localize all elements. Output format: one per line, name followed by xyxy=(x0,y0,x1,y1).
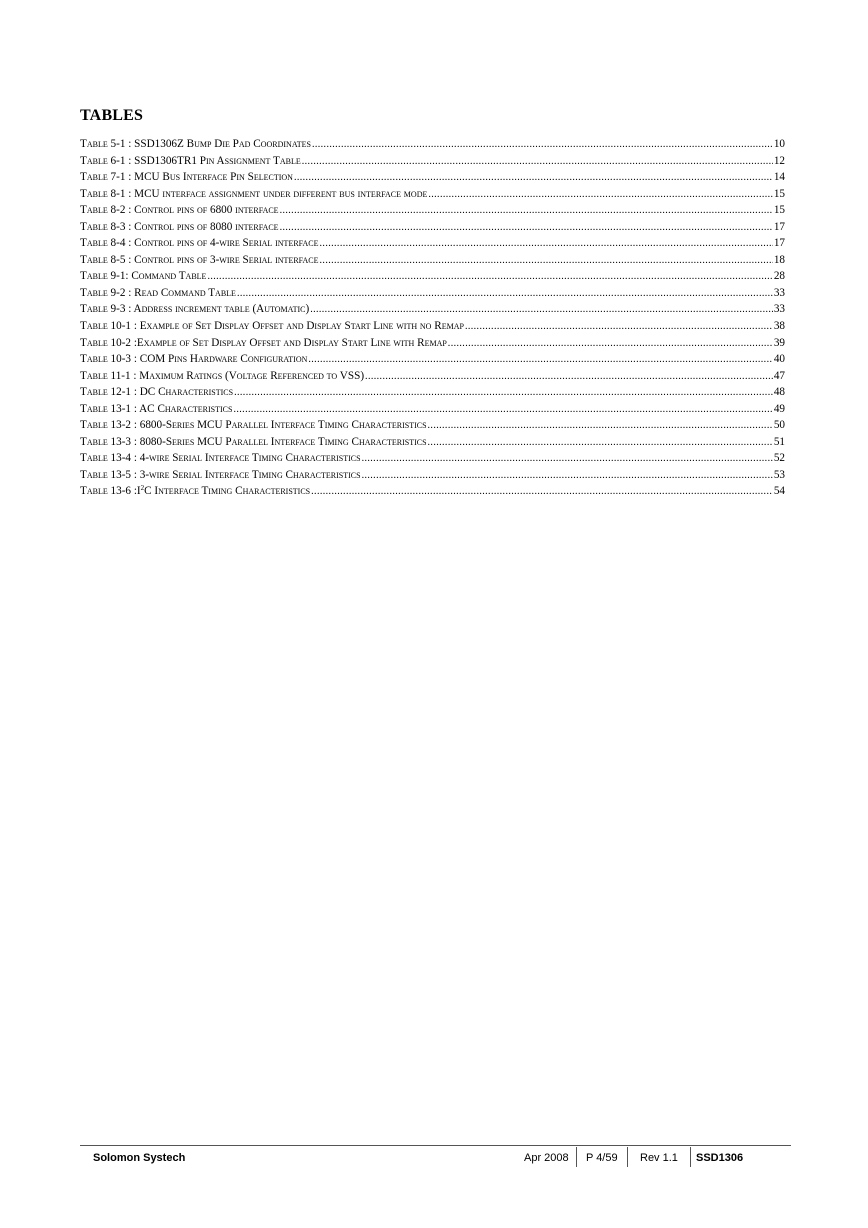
toc-entry-title: Table 8-1 : MCU interface assignment under different bus interface mode xyxy=(80,187,428,200)
toc-entry-title: Table 9-1: Command Table xyxy=(80,270,207,283)
toc-entry-title: Table 13-5 : 3-wire Serial Interface Timing Characteristics xyxy=(80,468,361,481)
toc-entry-page: 15 xyxy=(773,204,785,217)
footer-company: Solomon Systech xyxy=(93,1152,186,1164)
toc-entry-title: Table 11-1 : Maximum Ratings (Voltage Referenced to VSS) xyxy=(80,369,365,382)
toc-entry-title: Table 9-2 : Read Command Table xyxy=(80,286,236,299)
toc-entry[interactable] xyxy=(80,301,785,318)
toc-entry[interactable] xyxy=(80,202,785,219)
footer-divider xyxy=(80,1145,791,1146)
dot-leader xyxy=(312,136,773,154)
toc-entry-page: 18 xyxy=(773,253,785,266)
dot-leader xyxy=(362,450,773,468)
toc-entry[interactable] xyxy=(80,450,785,467)
dot-leader xyxy=(448,335,773,353)
toc-entry[interactable] xyxy=(80,235,785,252)
toc-entry-title-suffix: C Interface Timing Characteristics xyxy=(144,485,311,498)
toc-entry-title: Table 10-3 : COM Pins Hardware Configuration xyxy=(80,353,308,366)
toc-entry-page: 15 xyxy=(773,187,785,200)
toc-entry-page: 54 xyxy=(773,485,785,498)
toc-entry[interactable] xyxy=(80,186,785,203)
toc-entry-page: 40 xyxy=(773,353,785,366)
toc-entry-page: 47 xyxy=(773,369,785,382)
toc-entry-title: Table 13-3 : 8080-Series MCU Parallel Interface Timing Characteristics xyxy=(80,435,427,448)
footer-part-number: SSD1306 xyxy=(696,1152,744,1164)
toc-entry-page: 28 xyxy=(773,270,785,283)
dot-leader xyxy=(280,219,773,237)
toc-entry[interactable] xyxy=(80,335,785,352)
dot-leader xyxy=(428,186,772,204)
toc-entry[interactable] xyxy=(80,368,785,385)
toc-entry[interactable] xyxy=(80,219,785,236)
toc-entry-page: 53 xyxy=(773,468,785,481)
dot-leader xyxy=(310,301,773,319)
toc-entry-page: 52 xyxy=(773,452,785,465)
toc-entry-title: Table 5-1 : SSD1306Z Bump Die Pad Coordinates xyxy=(80,138,311,150)
toc-entry-title: Table 13-4 : 4-wire Serial Interface Timing Characteristics xyxy=(80,452,361,465)
toc-entry[interactable] xyxy=(80,434,785,451)
toc-entry-title xyxy=(80,483,310,500)
toc-entry-page: 49 xyxy=(773,402,785,415)
toc-entry[interactable] xyxy=(80,169,785,186)
dot-leader xyxy=(233,401,772,419)
toc-entry-page: 48 xyxy=(773,386,785,399)
footer-separator xyxy=(576,1147,577,1167)
footer-date: Apr 2008 xyxy=(524,1152,569,1164)
toc-entry[interactable] xyxy=(80,417,785,434)
toc-entry[interactable] xyxy=(80,153,785,170)
toc-entry-title: Table 8-2 : Control pins of 6800 interface xyxy=(80,204,279,217)
dot-leader xyxy=(465,318,773,336)
dot-leader xyxy=(308,351,772,369)
toc-entry-page: 17 xyxy=(773,220,785,233)
toc-entry[interactable] xyxy=(80,252,785,269)
toc-entry-title: Table 10-1 : Example of Set Display Offset and Display Start Line with no Remap xyxy=(80,320,464,333)
toc-entry[interactable] xyxy=(80,285,785,302)
toc-entry-page: 33 xyxy=(773,303,785,316)
toc-entry-page: 33 xyxy=(773,286,785,299)
footer-separator xyxy=(627,1147,628,1167)
toc-entry-page: 39 xyxy=(773,336,785,349)
footer-page-number: P 4/59 xyxy=(586,1152,618,1164)
toc-entry-title: Table 10-2 :Example of Set Display Offset and Display Start Line with Remap xyxy=(80,336,447,349)
toc-entry[interactable] xyxy=(80,318,785,335)
toc-entry[interactable] xyxy=(80,467,785,484)
dot-leader xyxy=(320,252,773,270)
dot-leader xyxy=(362,467,773,485)
toc-entry-title: Table 12-1 : DC Characteristics xyxy=(80,386,234,399)
toc-entry-title: Table 13-2 : 6800-Series MCU Parallel Interface Timing Characteristics xyxy=(80,419,427,432)
toc-entry-page: 38 xyxy=(773,320,785,333)
dot-leader xyxy=(302,153,773,171)
toc-entry-title: Table 7-1 : MCU Bus Interface Pin Selection xyxy=(80,171,293,184)
dot-leader xyxy=(237,285,773,303)
toc-entry-page: 50 xyxy=(773,419,785,432)
toc-entry-title: Table 6-1 : SSD1306TR1 Pin Assignment Table xyxy=(80,154,301,167)
toc-entry[interactable] xyxy=(80,401,785,418)
toc-entry-title: Table 8-5 : Control pins of 3-wire Serial interface xyxy=(80,253,319,266)
dot-leader xyxy=(207,268,772,286)
toc-entry-title: Table 8-3 : Control pins of 8080 interface xyxy=(80,220,279,233)
footer-separator xyxy=(690,1147,691,1167)
toc-entry-title-prefix: Table 13-6 :I xyxy=(80,485,141,498)
toc-entry[interactable] xyxy=(80,136,785,153)
dot-leader xyxy=(320,235,773,253)
dot-leader xyxy=(280,202,773,220)
toc-entry[interactable] xyxy=(80,268,785,285)
toc-entry-title: Table 8-4 : Control pins of 4-wire Serial interface xyxy=(80,237,319,250)
dot-leader xyxy=(428,434,773,452)
toc-entry-page: 14 xyxy=(773,171,785,184)
toc-entry-title: Table 9-3 : Address increment table (Automatic) xyxy=(80,303,310,316)
dot-leader xyxy=(428,417,773,435)
dot-leader xyxy=(311,483,773,501)
list-of-tables xyxy=(80,136,785,500)
toc-entry-page: 51 xyxy=(773,435,785,448)
dot-leader xyxy=(294,169,773,187)
toc-entry-title: Table 13-1 : AC Characteristics xyxy=(80,402,233,415)
toc-entry-page: 17 xyxy=(773,237,785,250)
toc-entry-page: 10 xyxy=(773,138,785,150)
page-footer xyxy=(80,1147,791,1169)
section-heading: TABLES xyxy=(80,107,144,124)
toc-entry[interactable] xyxy=(80,384,785,401)
toc-entry-page: 12 xyxy=(773,154,785,167)
toc-entry[interactable] xyxy=(80,483,785,500)
dot-leader xyxy=(365,368,773,386)
dot-leader xyxy=(234,384,773,402)
toc-entry-title-superscript: 2 xyxy=(140,484,145,493)
footer-revision: Rev 1.1 xyxy=(640,1152,678,1164)
toc-entry[interactable] xyxy=(80,351,785,368)
